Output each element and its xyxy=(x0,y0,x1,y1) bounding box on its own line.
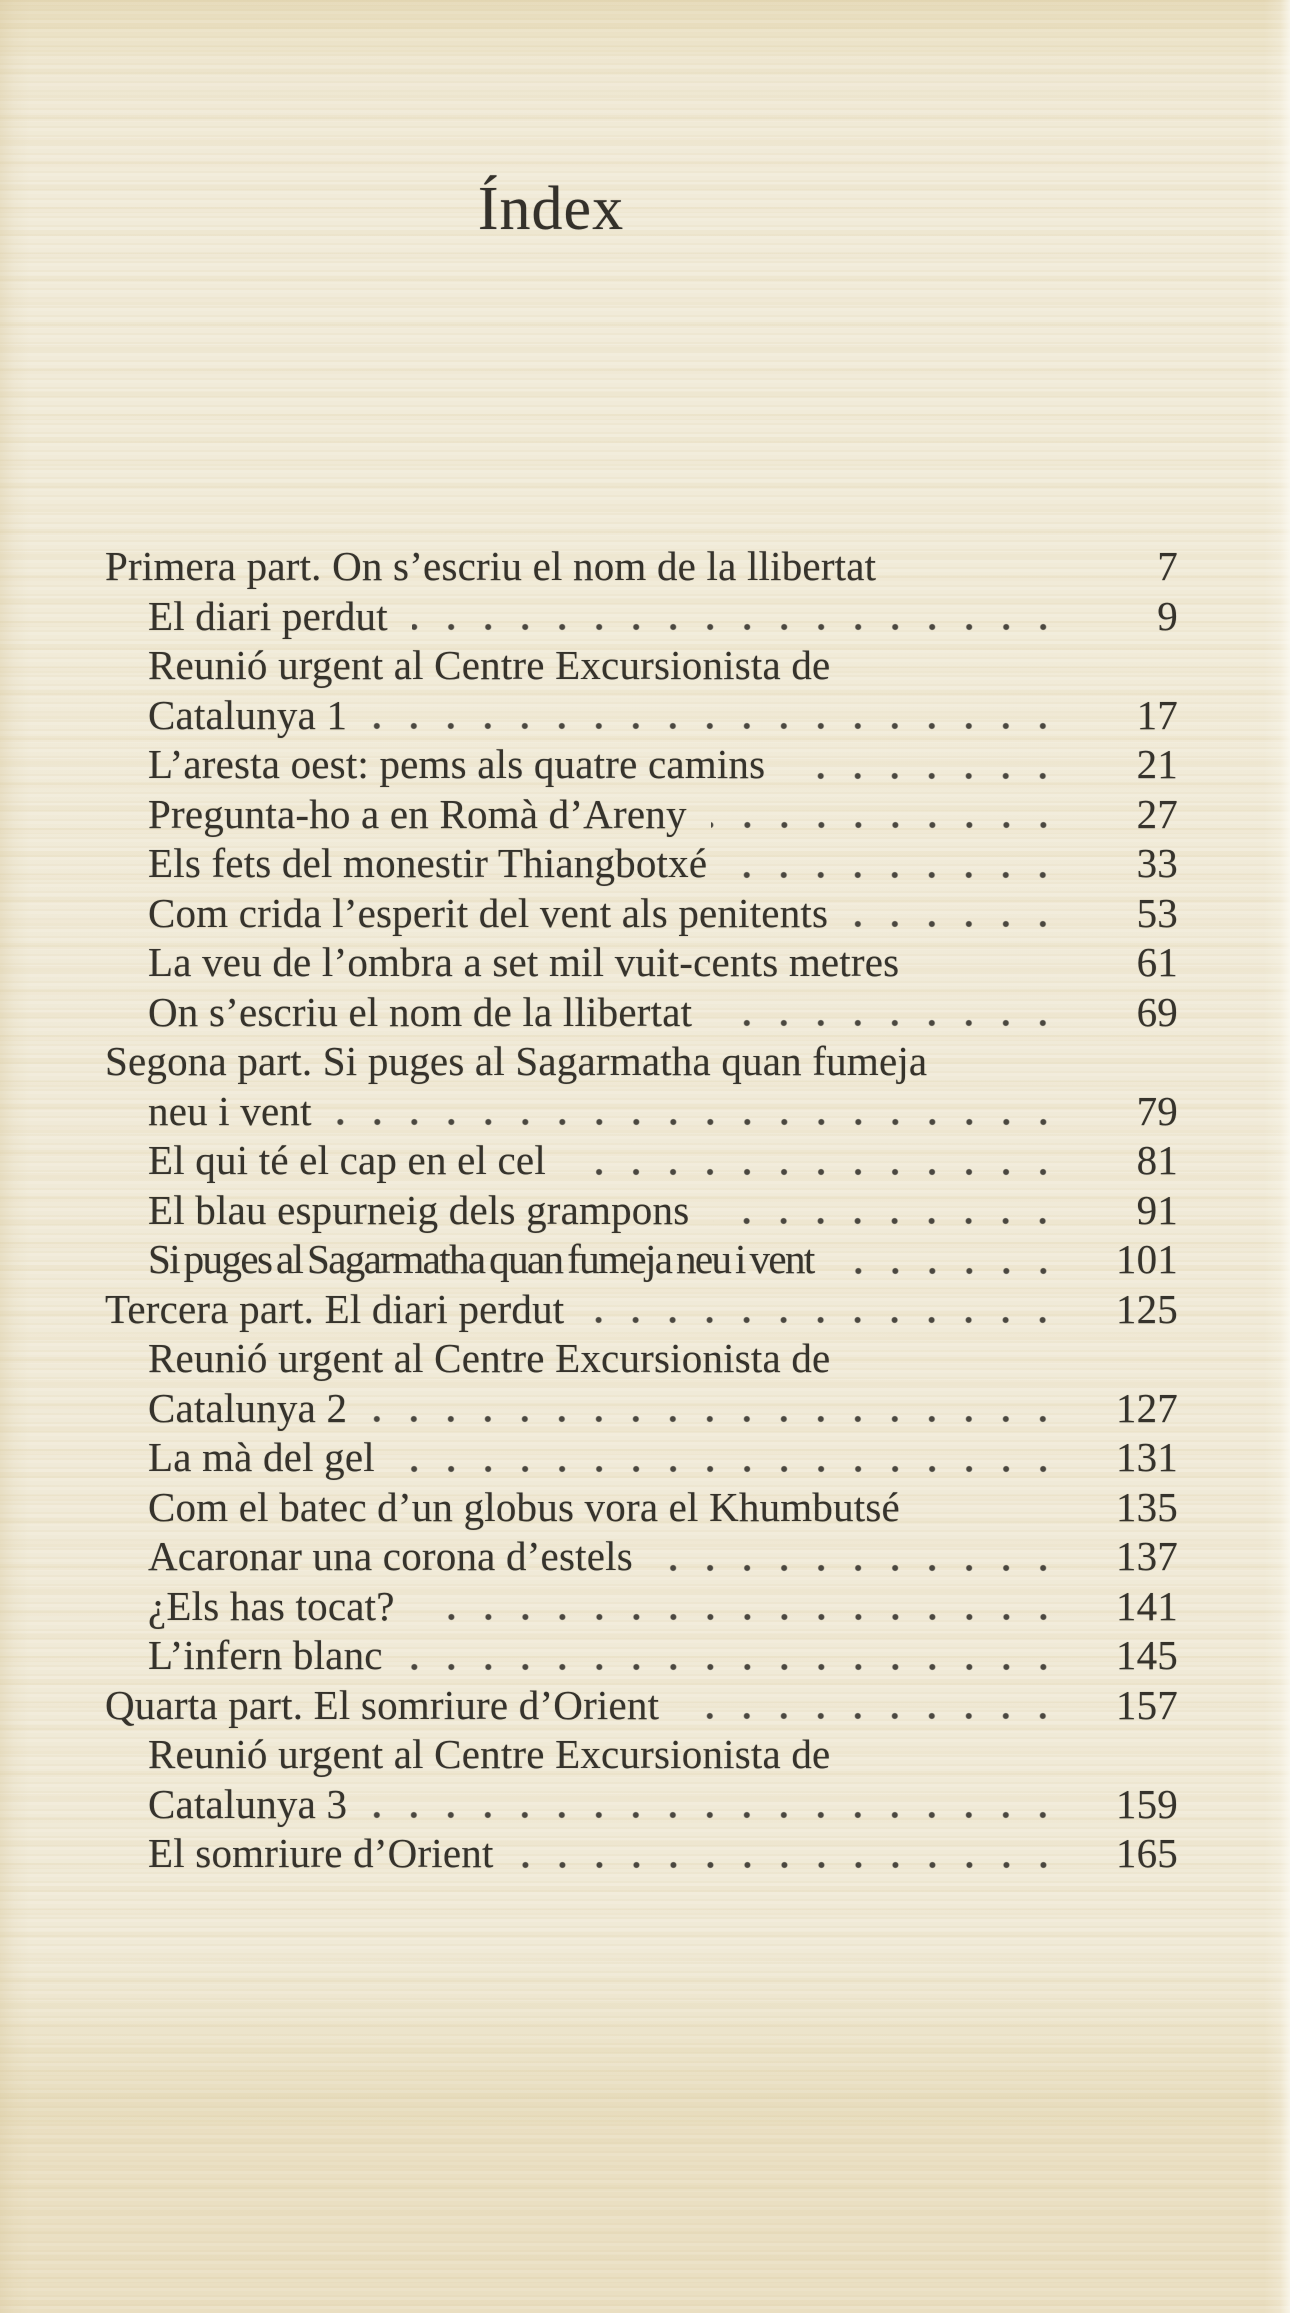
toc-entry-text: Tercera part. El diari perdut xyxy=(105,1285,565,1332)
toc-entry-text: Primera part. On s’escriu el nom de la llibertat xyxy=(105,543,877,589)
toc-row xyxy=(105,1780,1178,1830)
toc-leader-dots xyxy=(371,1414,1076,1425)
toc-leader-dots xyxy=(518,1860,1076,1871)
toc-row xyxy=(105,1186,1178,1236)
toc-page-number: 91 xyxy=(1136,1186,1178,1233)
toc-row xyxy=(105,1136,1178,1186)
toc-leader-dots xyxy=(588,1315,1076,1326)
toc-leader-dots xyxy=(371,721,1076,732)
toc-entry-text: L’aresta oest: pems als quatre camins xyxy=(148,741,766,787)
toc-row xyxy=(105,1483,1178,1533)
toc-row xyxy=(105,1433,1178,1483)
toc-row xyxy=(105,1384,1178,1434)
toc-row xyxy=(105,1829,1178,1879)
toc-row xyxy=(105,641,1178,691)
toc-page-number: 81 xyxy=(1136,1137,1178,1183)
toc-leader-dots xyxy=(923,969,1076,980)
toc-page-number: 159 xyxy=(1115,1780,1178,1827)
toc-entry-text: Acaronar una corona d’estels xyxy=(148,1533,633,1579)
table-of-contents xyxy=(0,542,1290,1879)
toc-entry-text: Reunió urgent al Centre Excursionista de xyxy=(148,1335,831,1381)
toc-row xyxy=(105,1631,1178,1681)
toc-entry-text: Quarta part. El somriure d’Orient xyxy=(105,1681,660,1728)
toc-page-number: 131 xyxy=(1115,1434,1178,1480)
toc-row xyxy=(105,542,1178,592)
toc-leader-dots xyxy=(900,573,1076,584)
toc-row xyxy=(105,691,1178,741)
toc-page-number: 9 xyxy=(1157,592,1178,639)
toc-page-number: 141 xyxy=(1115,1582,1178,1629)
toc-page-number: 27 xyxy=(1136,790,1178,837)
toc-row xyxy=(105,1681,1178,1731)
toc-page-number xyxy=(1090,641,1178,691)
toc-page-number xyxy=(1090,1334,1178,1384)
toc-page-number: 157 xyxy=(1115,1681,1178,1728)
toc-page-number: 7 xyxy=(1157,543,1178,589)
toc-row xyxy=(105,1087,1178,1137)
toc-leader-dots xyxy=(371,1810,1076,1821)
toc-row xyxy=(105,1285,1178,1335)
toc-page-number: 145 xyxy=(1115,1632,1178,1678)
toc-leader-dots xyxy=(407,1662,1076,1673)
toc-entry-text: Catalunya 3 xyxy=(148,1780,348,1827)
toc-row xyxy=(105,938,1178,988)
toc-row xyxy=(105,740,1178,790)
toc-leader-dots xyxy=(716,1018,1076,1029)
toc-leader-dots xyxy=(570,1167,1076,1178)
toc-leader-dots xyxy=(924,1513,1076,1524)
toc-entry-text: El somriure d’Orient xyxy=(148,1830,494,1876)
toc-row xyxy=(105,1235,1178,1285)
toc-page-number: 135 xyxy=(1115,1483,1178,1530)
toc-leader-dots xyxy=(683,1711,1076,1722)
toc-entry-text: Com el batec d’un globus vora el Khumbutsé xyxy=(148,1483,900,1530)
toc-page-number: 69 xyxy=(1136,988,1178,1035)
toc-entry-text: Com crida l’esperit del vent als penitents xyxy=(148,889,829,936)
toc-row xyxy=(105,988,1178,1038)
toc-entry-text: ¿Els has tocat? xyxy=(148,1582,395,1629)
toc-page-number: 53 xyxy=(1136,889,1178,936)
toc-row xyxy=(105,1582,1178,1632)
toc-leader-dots xyxy=(789,771,1076,782)
toc-row xyxy=(105,1037,1178,1087)
toc-page-number xyxy=(1090,1037,1178,1087)
toc-entry-text: neu i vent xyxy=(148,1087,312,1134)
toc-page-number: 17 xyxy=(1136,691,1178,738)
page-title: Índex xyxy=(477,175,625,243)
toc-entry-text: Catalunya 1 xyxy=(148,691,348,738)
toc-entry-text: Si puges al Sagarmatha quan fumeja neu i vent xyxy=(148,1236,814,1282)
toc-entry-text: La veu de l’ombra a set mil vuit-cents metres xyxy=(148,939,900,985)
toc-entry-text: La mà del gel xyxy=(148,1434,375,1480)
toc-leader-dots xyxy=(838,1266,1076,1277)
toc-entry-text: Reunió urgent al Centre Excursionista de xyxy=(148,1731,831,1777)
toc-leader-dots xyxy=(854,672,1076,683)
toc-entry-text: El diari perdut xyxy=(148,592,388,639)
toc-page-number: 101 xyxy=(1115,1236,1178,1282)
toc-leader-dots xyxy=(657,1563,1076,1574)
toc-page-number: 79 xyxy=(1136,1087,1178,1134)
toc-row xyxy=(105,592,1178,642)
toc-row xyxy=(105,790,1178,840)
toc-page-number: 61 xyxy=(1136,939,1178,985)
toc-leader-dots xyxy=(854,1761,1076,1772)
toc-leader-dots xyxy=(336,1117,1076,1128)
toc-page-number: 165 xyxy=(1115,1830,1178,1876)
toc-entry-text: Reunió urgent al Centre Excursionista de xyxy=(148,642,831,688)
toc-row xyxy=(105,839,1178,889)
toc-page-number: 33 xyxy=(1136,840,1178,886)
toc-page-number: 125 xyxy=(1115,1285,1178,1332)
toc-entry-text: On s’escriu el nom de la llibertat xyxy=(148,988,693,1035)
toc-entry-text: L’infern blanc xyxy=(148,1632,383,1678)
scanned-book-page xyxy=(0,175,1290,2313)
toc-row xyxy=(105,1532,1178,1582)
toc-entry-text: Segona part. Si puges al Sagarmatha quan fumeja xyxy=(105,1038,928,1084)
toc-leader-dots xyxy=(711,820,1076,831)
toc-row xyxy=(105,889,1178,939)
toc-row xyxy=(105,1334,1178,1384)
toc-leader-dots xyxy=(852,919,1076,930)
toc-leader-dots xyxy=(713,1216,1076,1227)
toc-entry-text: El qui té el cap en el cel xyxy=(148,1137,546,1183)
toc-page-number xyxy=(1090,1730,1178,1780)
toc-leader-dots xyxy=(951,1068,1076,1079)
toc-leader-dots xyxy=(419,1612,1076,1623)
toc-leader-dots xyxy=(399,1464,1076,1475)
toc-row xyxy=(105,1730,1178,1780)
toc-page-number: 137 xyxy=(1115,1533,1178,1579)
toc-entry-text: El blau espurneig dels grampons xyxy=(148,1186,690,1233)
toc-entry-text: Els fets del monestir Thiangbotxé xyxy=(148,840,708,886)
toc-leader-dots xyxy=(854,1365,1076,1376)
toc-entry-text: Pregunta-ho a en Romà d’Areny xyxy=(148,790,687,837)
toc-page-number: 127 xyxy=(1115,1384,1178,1431)
toc-leader-dots xyxy=(412,622,1076,633)
toc-leader-dots xyxy=(731,870,1076,881)
toc-entry-text: Catalunya 2 xyxy=(148,1384,348,1431)
toc-page-number: 21 xyxy=(1136,741,1178,787)
